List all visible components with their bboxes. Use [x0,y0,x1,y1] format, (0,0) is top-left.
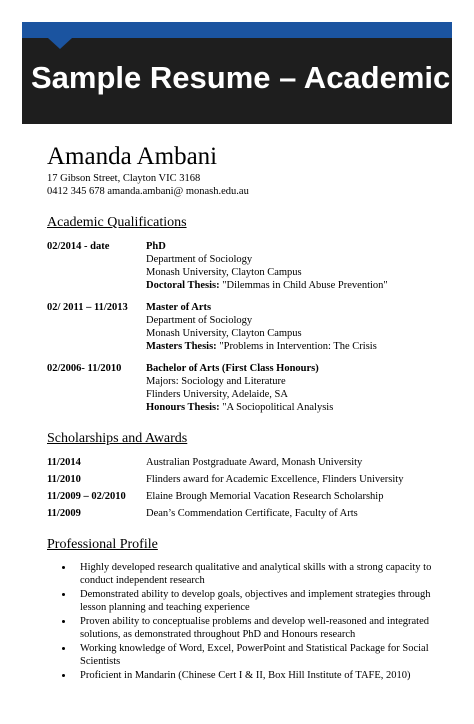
profile-bullet: • Highly developed research qualitative and analytical skills with a strong capacity to conduct independent research [74,562,457,587]
qualification-line: Majors: Sociology and Literature [146,376,286,387]
awards-heading: Scholarships and Awards [47,431,188,446]
qualification-item [47,301,457,353]
qualification-thesis [146,401,333,414]
qualification-details [146,301,377,353]
thesis-title: "Dilemmas in Child Abuse Prevention" [222,280,388,291]
award-date: 11/2014 [47,457,81,468]
award-text: Elaine Brough Memorial Vacation Research Scholarship [146,491,384,502]
contact-line: 0412 345 678 amanda.ambani@ monash.edu.au [47,186,249,197]
qualification-thesis [146,340,377,353]
profile-bullet: • Proficient in Mandarin (Chinese Cert I & II, Box Hill Institute of TAFE, 2010) [74,670,457,683]
qualification-date: 02/ 2011 – 11/2013 [47,302,128,313]
qualification-date: 02/2014 - date [47,241,110,252]
profile-bullet: • Demonstrated ability to develop goals, objectives and implement strategies through lesson planning and teaching experience [74,589,457,614]
qualification-item [47,362,457,414]
qualification-details [146,362,333,414]
thesis-label: Honours Thesis: [146,402,220,413]
profile-bullet: • Working knowledge of Word, Excel, PowerPoint and Statistical Package for Social Scientists [74,643,457,668]
award-date: 11/2009 – 02/2010 [47,491,126,502]
profile-heading: Professional Profile [47,537,158,552]
thesis-title: "A Sociopolitical Analysis [222,402,334,413]
qualification-degree: Master of Arts [146,302,212,313]
qualification-date: 02/2006- 11/2010 [47,363,122,374]
qualification-degree: PhD [146,241,166,252]
award-text: Australian Postgraduate Award, Monash University [146,457,363,468]
qualification-line: Monash University, Clayton Campus [146,328,302,339]
award-date: 11/2009 [47,508,81,519]
qualification-line: Flinders University, Adelaide, SA [146,389,288,400]
award-item [47,490,457,503]
qualifications-heading: Academic Qualifications [47,215,187,230]
qualification-item [47,240,457,292]
qualification-details [146,240,388,292]
profile-list [47,562,457,683]
award-item [47,456,457,469]
award-text: Dean’s Commendation Certificate, Faculty of Arts [146,508,358,519]
qualification-line: Monash University, Clayton Campus [146,267,302,278]
qualification-line: Department of Sociology [146,315,253,326]
thesis-title: "Problems in Intervention: The Crisis [219,341,377,352]
header-notch [48,38,72,49]
address-line: 17 Gibson Street, Clayton VIC 3168 [47,173,201,184]
page-title: Sample Resume – Academic [31,60,451,95]
thesis-label: Masters Thesis: [146,341,217,352]
qualification-thesis [146,279,388,292]
award-item [47,507,457,520]
award-item [47,473,457,486]
resume-body [47,142,457,685]
award-date: 11/2010 [47,474,81,485]
award-text: Flinders award for Academic Excellence, Flinders University [146,474,404,485]
thesis-label: Doctoral Thesis: [146,280,220,291]
candidate-name: Amanda Ambani [47,143,218,170]
qualification-degree: Bachelor of Arts (First Class Honours) [146,363,319,374]
header-accent-stripe [22,22,452,38]
qualification-line: Department of Sociology [146,254,253,265]
profile-bullet: • Proven ability to conceptualise problems and develop well-reasoned and integrated solutions, as demonstrated throughout PhD and Honours research [74,616,457,641]
